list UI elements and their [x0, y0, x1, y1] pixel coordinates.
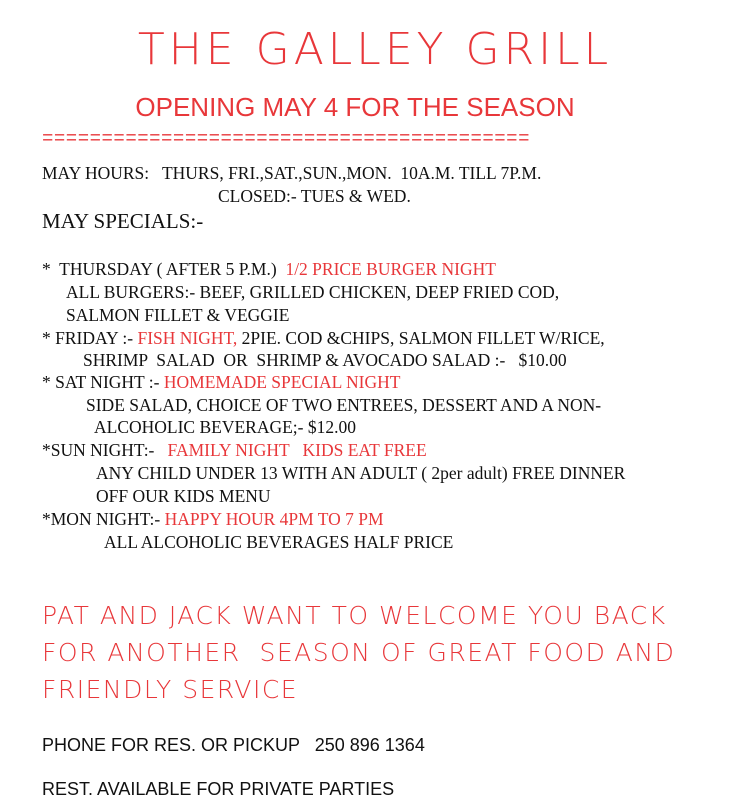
- special-detail: OFF OUR KIDS MENU: [96, 486, 271, 506]
- special-items: 2PIE. COD &CHIPS, SALMON FILLET W/RICE,: [237, 328, 605, 348]
- special-day-label: * FRIDAY :-: [42, 328, 138, 348]
- special-detail: SIDE SALAD, CHOICE OF TWO ENTREES, DESSERT AND A NON-: [86, 395, 602, 415]
- special-detail: ALL BURGERS:- BEEF, GRILLED CHICKEN, DEEP FRIED COD,: [66, 282, 560, 302]
- restaurant-title: THE GALLEY GRILL: [137, 24, 613, 75]
- special-highlight: HAPPY HOUR 4PM TO 7 PM: [164, 509, 384, 529]
- special-day-label: * THURSDAY ( AFTER 5 P.M.): [42, 259, 286, 279]
- special-saturday: [42, 372, 400, 393]
- phone-line: PHONE FOR RES. OR PICKUP 250 896 1364: [42, 735, 425, 755]
- opening-subtitle: OPENING MAY 4 FOR THE SEASON: [135, 92, 575, 122]
- special-highlight: HOMEMADE SPECIAL NIGHT: [163, 372, 401, 392]
- special-day-label: * SAT NIGHT :-: [42, 372, 164, 392]
- special-highlight: FISH NIGHT,: [137, 328, 238, 348]
- divider-line: =========================================: [42, 128, 530, 150]
- special-monday: [42, 509, 384, 530]
- special-detail: SHRIMP SALAD OR SHRIMP & AVOCADO SALAD :- $10.00: [83, 350, 567, 370]
- special-day-label: *MON NIGHT:-: [42, 509, 165, 529]
- special-highlight: 1/2 PRICE BURGER NIGHT: [285, 259, 496, 279]
- closed-days-line: CLOSED:- TUES & WED.: [218, 186, 411, 206]
- special-detail: SALMON FILLET & VEGGIE: [66, 305, 290, 325]
- private-parties-line: REST. AVAILABLE FOR PRIVATE PARTIES: [42, 779, 395, 799]
- special-day-label: *SUN NIGHT:-: [42, 440, 168, 460]
- specials-heading: MAY SPECIALS:-: [42, 209, 204, 233]
- welcome-line: FOR ANOTHER SEASON OF GREAT FOOD AND: [42, 638, 676, 667]
- special-detail: ALL ALCOHOLIC BEVERAGES HALF PRICE: [104, 532, 454, 552]
- welcome-line: PAT AND JACK WANT TO WELCOME YOU BACK: [42, 601, 667, 630]
- welcome-line: FRIENDLY SERVICE: [42, 675, 299, 704]
- special-detail: ALCOHOLIC BEVERAGE;- $12.00: [94, 417, 356, 437]
- special-thursday: [42, 259, 496, 280]
- special-highlight: FAMILY NIGHT KIDS EAT FREE: [167, 440, 427, 460]
- special-friday: [42, 328, 605, 349]
- special-sunday: [42, 440, 427, 461]
- special-detail: ANY CHILD UNDER 13 WITH AN ADULT ( 2per adult) FREE DINNER: [96, 463, 626, 483]
- hours-line: MAY HOURS: THURS, FRI.,SAT.,SUN.,MON. 10A.M. TILL 7P.M.: [42, 163, 542, 183]
